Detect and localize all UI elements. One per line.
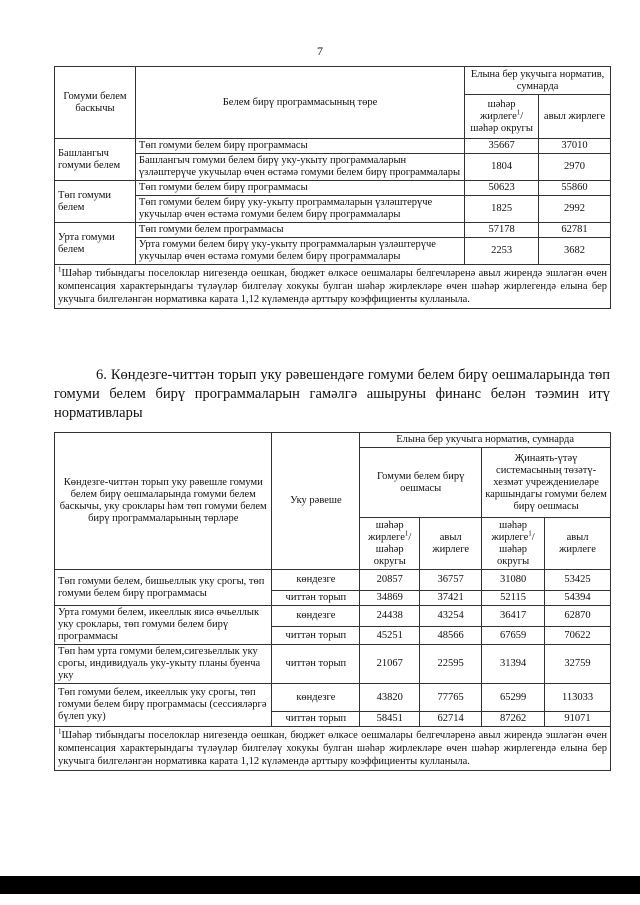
rural-value: 37010: [539, 139, 611, 154]
table-row: [55, 223, 611, 238]
gen-rural-value: 36757: [420, 570, 482, 591]
header-norm-group: Елына бер укучыга норматив, сумнарда: [465, 67, 611, 95]
pen-rural-value: 91071: [545, 712, 611, 727]
header-study-form: Уку рәвеше: [272, 433, 360, 570]
urban-value: 1825: [465, 196, 539, 223]
gen-rural-value: 48566: [420, 627, 482, 645]
gen-urban-value: 24438: [360, 606, 420, 627]
program-cell: Башлангыч гомуми белем бирү уку-укыту программаларын үзләштерүче укучылар өчен өстәмә гомуми белем бирү программалары: [135, 154, 464, 181]
gen-urban-value: 20857: [360, 570, 420, 591]
pen-rural-value: 32759: [545, 645, 611, 684]
gen-urban-value: 45251: [360, 627, 420, 645]
rural-value: 2970: [539, 154, 611, 181]
header-stage: Гомуми белем баскычы: [55, 67, 136, 139]
program-cell: Төп гомуми белем, икееллык уку срогы, төп гомуми белем бирү программасы (сессияләргә бүлеп уку): [55, 684, 272, 727]
pen-urban-value: 31080: [482, 570, 545, 591]
program-cell: Төп һәм урта гомуми белем,сигезьеллык уку срогы, индивидуаль уку-укыту планы буенча уку: [55, 645, 272, 684]
gen-rural-value: 37421: [420, 591, 482, 606]
table-row: [55, 154, 611, 181]
urban-value: 50623: [465, 181, 539, 196]
header-urban: шәһәр жирлеге$^1$/ шәһәр округы: [465, 95, 539, 139]
header-penal-org: Җинаять-үтәү системасының төзәтү-хезмәт учреждениеләре каршындагы гомуми белем бирү оешмасы: [482, 448, 611, 518]
gen-rural-value: 62714: [420, 712, 482, 727]
pen-rural-value: 53425: [545, 570, 611, 591]
header-pen-urban: шәһәр жирлеге$^1$/ шәһәр округы: [482, 518, 545, 570]
scan-edge-bar: [0, 876, 640, 894]
table-row: [55, 196, 611, 223]
header-norm-group: Елына бер укучыга норматив, сумнарда: [360, 433, 611, 448]
table-row: [55, 684, 611, 712]
pen-rural-value: 113033: [545, 684, 611, 712]
table-row: [55, 238, 611, 265]
study-form-cell: читтән торып: [272, 591, 360, 606]
section-heading: 6. Көндезге-читтән торып уку рәвешендәге гомуми белем бирү оешмаларында төп гомуми белем бирү программаларын гамәлгә ашыруны финанс белән тәэмин итү нормативлары: [54, 367, 610, 421]
header-program-type: Белем бирү программасының төре: [135, 67, 464, 139]
table-row: [55, 606, 611, 627]
urban-value: 57178: [465, 223, 539, 238]
urban-value: 35667: [465, 139, 539, 154]
page-number: 7: [317, 44, 323, 58]
table-row: [55, 645, 611, 684]
pen-urban-value: 31394: [482, 645, 545, 684]
gen-rural-value: 22595: [420, 645, 482, 684]
pen-rural-value: 62870: [545, 606, 611, 627]
pen-urban-value: 65299: [482, 684, 545, 712]
rural-value: 62781: [539, 223, 611, 238]
program-cell: Төп гомуми белем бирү программасы: [135, 139, 464, 154]
program-cell: Төп гомуми белем бирү уку-укыту программаларын үзләштерүче укучылар өчен өстәмә гомуми белем бирү программалары: [135, 196, 464, 223]
gen-rural-value: 43254: [420, 606, 482, 627]
study-form-cell: читтән торып: [272, 645, 360, 684]
study-form-cell: көндезге: [272, 606, 360, 627]
gen-rural-value: 77765: [420, 684, 482, 712]
header-pen-rural: авыл жирлеге: [545, 518, 611, 570]
pen-urban-value: 67659: [482, 627, 545, 645]
pen-urban-value: 87262: [482, 712, 545, 727]
header-gen-rural: авыл жирлеге: [420, 518, 482, 570]
gen-urban-value: 58451: [360, 712, 420, 727]
gen-urban-value: 34869: [360, 591, 420, 606]
program-cell: Төп гомуми белем бирү программасы: [135, 181, 464, 196]
pen-urban-value: 52115: [482, 591, 545, 606]
program-cell: Урта гомуми белем, икееллык яисә өчьеллык уку сроклары, төп гомуми белем бирү программасы: [55, 606, 272, 645]
header-program-desc: Көндезге-читтән торып уку рәвешле гомуми белем бирү оешмаларында гомуми белем баскычы, уку сроклары һәм төп гомуми белем бирү программаларының төрләре: [55, 433, 272, 570]
study-form-cell: көндезге: [272, 684, 360, 712]
table-footnote: $^1$Шәһәр тибындагы поселоклар нигезендә оешкан, бюджет өлкәсе оешмалары белгечләренә авыл жирендә эшләгән өчен компенсация характерындагы түләүләр билгеләү хокукы булган шәһәр жирлекләре өчен шәһәр жирлегендә елына бер укучыга билгеләнгән нормативка карата 1,12 күләмендә арттыру коэффициенты кулланыла.: [55, 727, 611, 771]
program-cell: Урта гомуми белем бирү уку-укыту программаларын үзләштерүче укучылар өчен өстәмә гомуми белем бирү программалары: [135, 238, 464, 265]
urban-value: 2253: [465, 238, 539, 265]
stage-cell: Төп гомуми белем: [55, 181, 136, 223]
pen-urban-value: 36417: [482, 606, 545, 627]
funding-norms-table: [54, 66, 611, 309]
rural-value: 2992: [539, 196, 611, 223]
study-form-cell: читтән торып: [272, 712, 360, 727]
study-form-cell: көндезге: [272, 570, 360, 591]
table-row: [55, 139, 611, 154]
header-rural: авыл жирлеге: [539, 95, 611, 139]
header-general-org: Гомуми белем бирү оешмасы: [360, 448, 482, 518]
gen-urban-value: 21067: [360, 645, 420, 684]
gen-urban-value: 43820: [360, 684, 420, 712]
table-row: [55, 181, 611, 196]
pen-rural-value: 54394: [545, 591, 611, 606]
part-time-funding-norms-table: [54, 432, 611, 771]
program-cell: Төп гомуми белем программасы: [135, 223, 464, 238]
rural-value: 3682: [539, 238, 611, 265]
table-row: [55, 570, 611, 591]
pen-rural-value: 70622: [545, 627, 611, 645]
stage-cell: Башлангыч гомуми белем: [55, 139, 136, 181]
rural-value: 55860: [539, 181, 611, 196]
header-gen-urban: шәһәр жирлеге$^1$/ шәһәр округы: [360, 518, 420, 570]
study-form-cell: читтән торып: [272, 627, 360, 645]
program-cell: Төп гомуми белем, бишьеллык уку срогы, төп гомуми белем бирү программасы: [55, 570, 272, 606]
urban-value: 1804: [465, 154, 539, 181]
table-footnote: $^1$Шәһәр тибындагы поселоклар нигезендә оешкан, бюджет өлкәсе оешмалары белгечләренә авыл жирендә эшләгән өчен компенсация характерындагы түләүләр билгеләү хокукы булган шәһәр жирлекләре өчен шәһәр жирлегендә елына бер укучыга билгеләнгән нормативка карата 1,12 күләмендә арттыру коэффициенты кулланыла.: [55, 265, 611, 309]
stage-cell: Урта гомуми белем: [55, 223, 136, 265]
